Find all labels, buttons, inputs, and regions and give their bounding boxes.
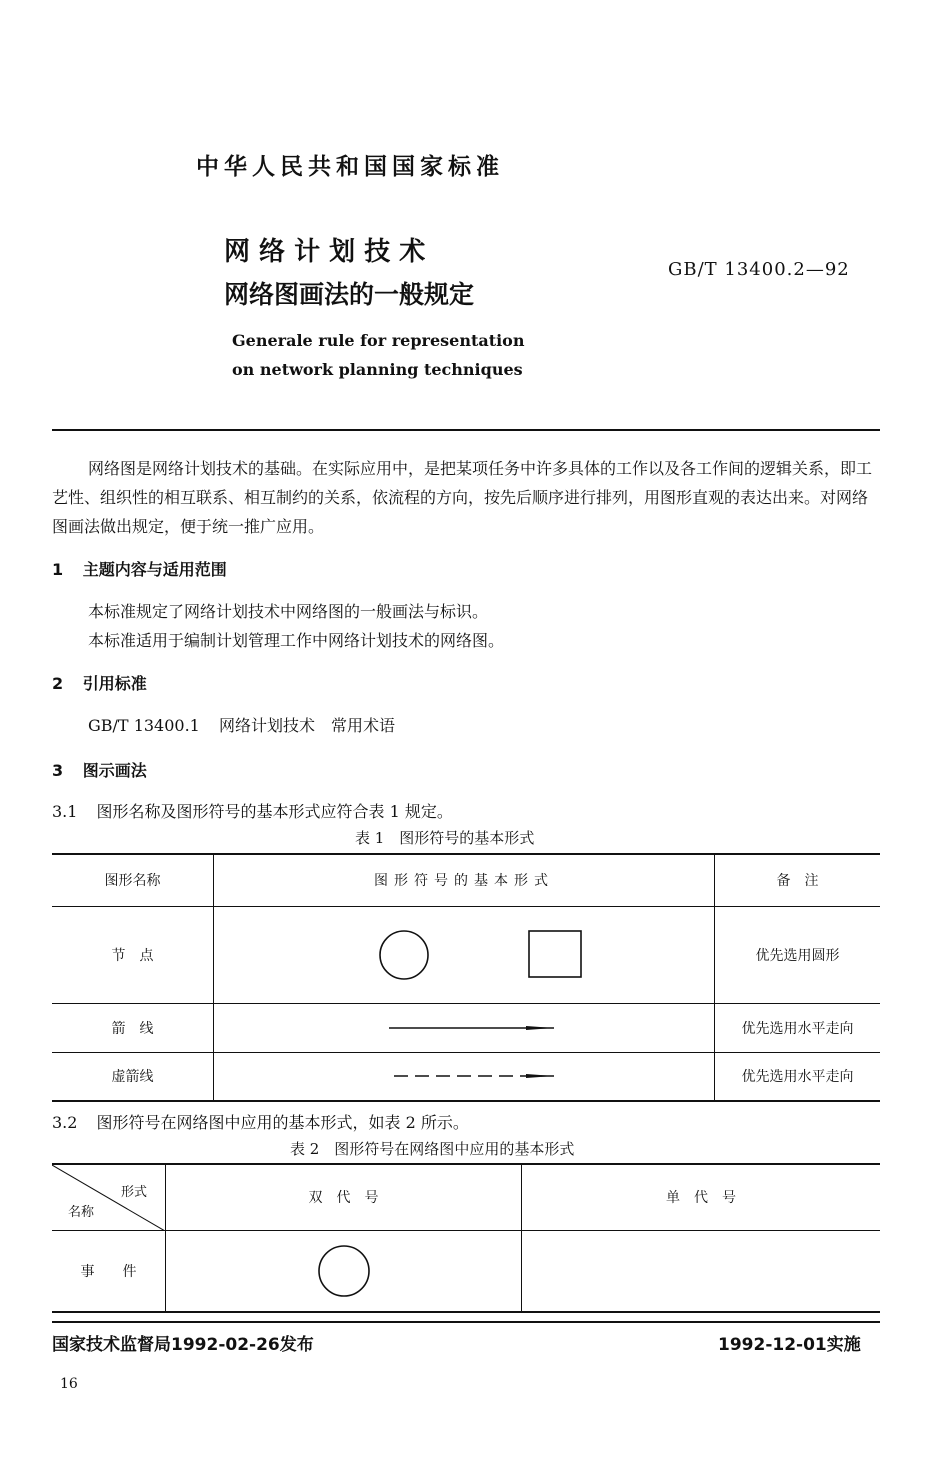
table-1-row-1-note: 优先选用圆形 [715, 906, 881, 1003]
clause-3-1 [52, 799, 453, 822]
node-circle-icon [380, 931, 428, 979]
table-row [52, 1003, 880, 1052]
footer-divider [52, 1321, 880, 1323]
table-1-row-3-name: 虚箭线 [52, 1052, 214, 1101]
section-1-line-2: 本标准适用于编制计划管理工作中网络计划技术的网络图。 [88, 631, 505, 650]
issue-date: 国家技术监督局1992-02-26发布 [52, 1335, 314, 1355]
table-2 [52, 1163, 880, 1313]
national-standard-label: 中华人民共和国国家标准 [196, 154, 504, 180]
title-line-2: 网络图画法的一般规定 [224, 280, 475, 309]
event-circle-icon [314, 1241, 374, 1301]
table-1 [52, 853, 880, 1102]
english-title-line-1: Generale rule for representation [232, 331, 525, 350]
table-1-row-2-name: 箭 线 [52, 1003, 214, 1052]
table-row [52, 1052, 880, 1101]
clause-3-2-text: 图形符号在网络图中应用的基本形式，如表 2 所示。 [96, 1113, 469, 1132]
section-2-title: 引用标准 [82, 674, 147, 693]
reference-code: GB/T 13400.1 [88, 716, 200, 735]
table-2-row-1-name: 事 件 [52, 1230, 166, 1312]
section-1-title: 主题内容与适用范围 [82, 560, 227, 579]
table-2-header-double: 双 代 号 [166, 1164, 522, 1230]
table-1-row-3-note: 优先选用水平走向 [715, 1052, 881, 1101]
section-2-heading [52, 671, 147, 694]
table-2-corner-bottom: 名称 [68, 1204, 95, 1220]
table-1-row-1-symbol [214, 906, 715, 1003]
effective-date: 1992-12-01实施 [718, 1335, 861, 1355]
title-line-1: 网 络 计 划 技 术 [224, 237, 426, 267]
node-symbols [314, 920, 614, 990]
table-2-corner-cell [52, 1164, 166, 1230]
table-2-corner-top: 形式 [120, 1185, 147, 1200]
section-3-title: 图示画法 [82, 761, 147, 780]
table-1-header-name: 图形名称 [52, 854, 214, 906]
table-2-caption: 表 2 图形符号在网络图中应用的基本形式 [290, 1140, 575, 1158]
table-row [52, 1230, 880, 1312]
table-2-row-1-double [166, 1230, 522, 1312]
table-1-row-1-name: 节 点 [52, 906, 214, 1003]
section-2-number: 2 [52, 674, 64, 693]
table-1-row-2-symbol [214, 1003, 715, 1052]
section-3-number: 3 [52, 761, 64, 780]
table-2-row-1-single [522, 1230, 881, 1312]
english-title-line-2: on network planning techniques [232, 360, 523, 379]
standard-code: GB/T 13400.2—92 [668, 259, 850, 280]
clause-3-1-number: 3.1 [52, 802, 78, 821]
table-row [52, 906, 880, 1003]
section-3-heading [52, 758, 147, 781]
table-1-row-2-note: 优先选用水平走向 [715, 1003, 881, 1052]
clause-3-2 [52, 1110, 469, 1133]
table-1-header-symbol: 图形符号的基本形式 [214, 854, 715, 906]
section-1-heading [52, 557, 227, 580]
intro-paragraph: 网络图是网络计划技术的基础。在实际应用中，是把某项任务中许多具体的工作以及各工作间的逻辑关系，即工艺性、组织性的相互联系、相互制约的关系，依流程的方向，按先后顺序进行排列，用图形直观的表达出来。对网络图画法做出规定，便于统一推广应用。 [52, 459, 873, 536]
section-1-line-1: 本标准规定了网络计划技术中网络图的一般画法与标识。 [88, 602, 489, 621]
table-1-header-note: 备 注 [715, 854, 881, 906]
reference-entry [88, 713, 395, 736]
table-2-header-single: 单 代 号 [522, 1164, 881, 1230]
reference-title: 网络计划技术 常用术语 [218, 716, 395, 735]
header-divider [52, 429, 880, 431]
table-1-row-3-symbol [214, 1052, 715, 1101]
section-1-number: 1 [52, 560, 64, 579]
dashed-arrow-icon [314, 1066, 614, 1086]
clause-3-2-number: 3.2 [52, 1113, 78, 1132]
page-number: 16 [60, 1376, 78, 1392]
clause-3-1-text: 图形名称及图形符号的基本形式应符合表 1 规定。 [96, 802, 453, 821]
table-1-caption: 表 1 图形符号的基本形式 [355, 829, 535, 847]
node-square-icon [529, 931, 581, 977]
solid-arrow-icon [314, 1018, 614, 1038]
corner-diagonal [52, 1165, 165, 1231]
